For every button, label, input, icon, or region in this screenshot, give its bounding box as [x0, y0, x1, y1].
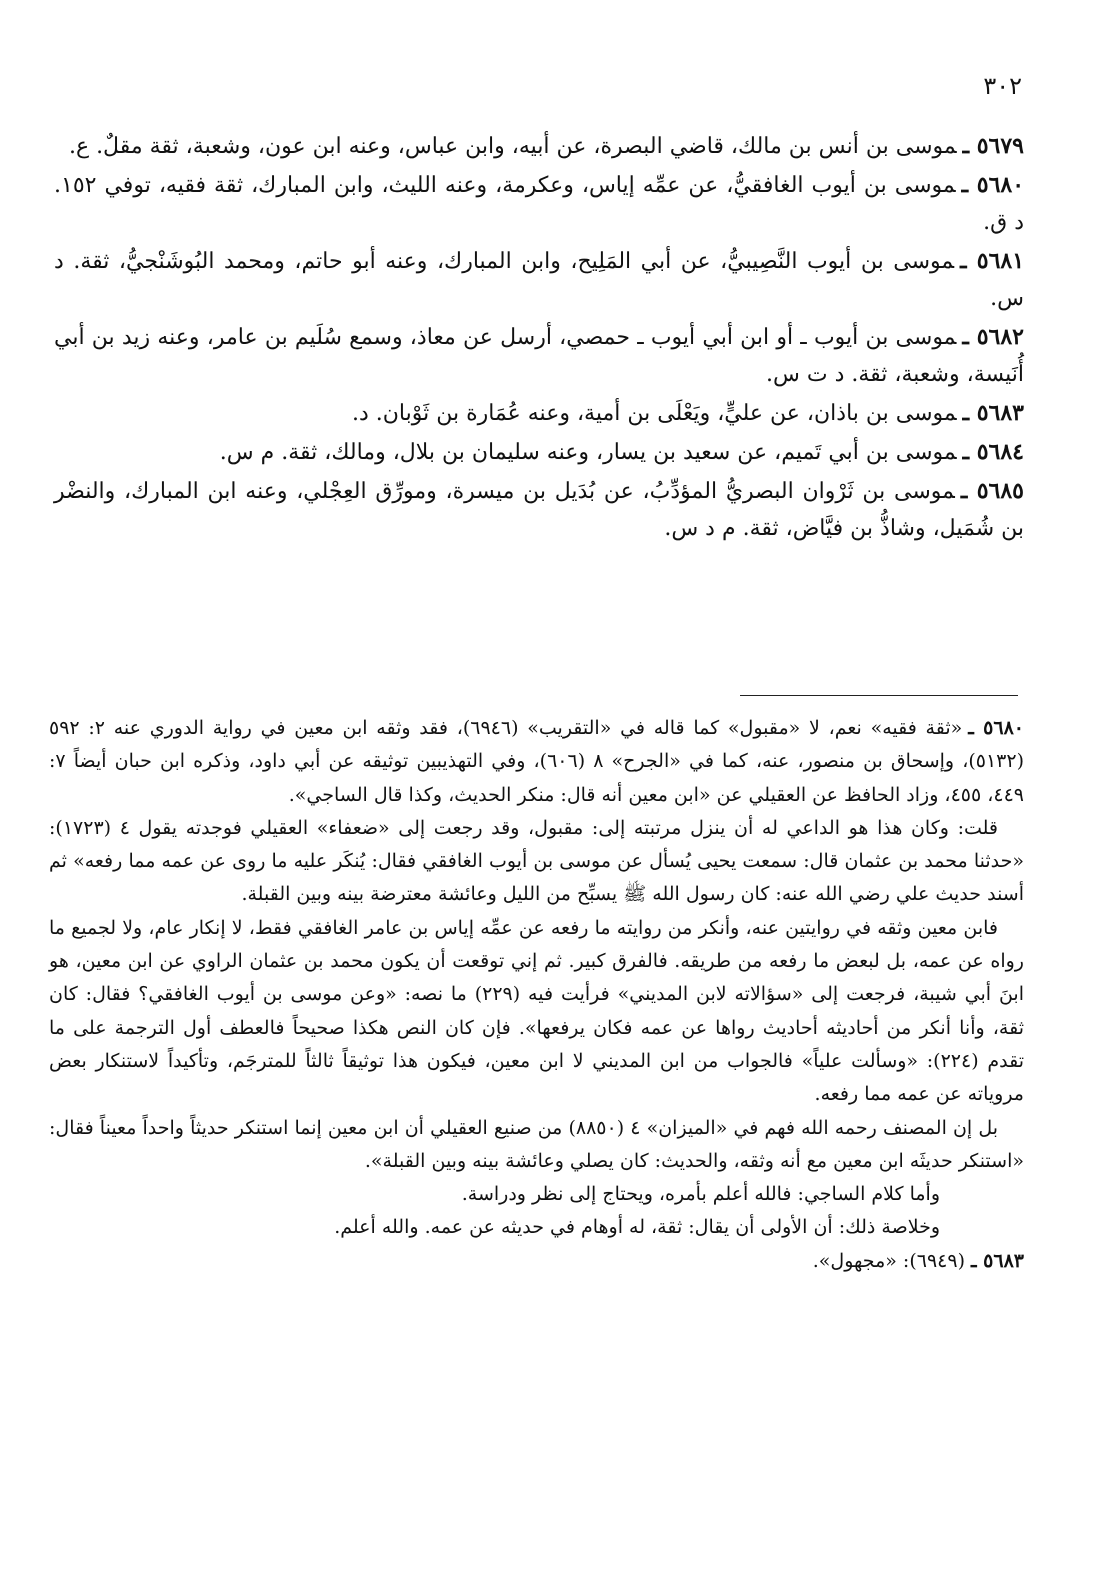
footnote-number: ٥٦٨٠ ـ [968, 717, 1024, 739]
entry-text: موسى بن أيوب ـ أو ابن أبي أيوب ـ حمصي، أرسل عن معاذ، وسمع سُلَيم بن عامر، وعنه زيد بن أبي أُنَيسة، وشعبة، ثقة. د ت س. [54, 325, 1024, 387]
entry-number: ٥٦٨١ ـ [960, 248, 1025, 274]
footnote-paragraph: وأما كلام الساجي: فالله أعلم بأمره، ويحتاج إلى نظر ودراسة. [461, 1183, 940, 1206]
entry [54, 167, 1024, 241]
footnotes [49, 712, 1024, 1278]
entry [54, 473, 1024, 547]
entry-number: ٥٦٧٩ ـ [962, 133, 1024, 159]
footnote-paragraph: وخلاصة ذلك: أن الأولى أن يقال: ثقة، له أوهام في حديثه عن عمه. والله أعلم. [334, 1216, 940, 1239]
entry-number: ٥٦٨٥ ـ [960, 478, 1024, 504]
entry-text: موسى بن ثَرْوان البصريُّ المؤدِّبُ، عن بُدَيل بن ميسرة، ومورِّق العِجْلي، وعنه ابن المبارك، والنضْر بن شُمَيل، وشاذُّ بن فيَّاض، ثقة. م د س. [54, 479, 1024, 541]
entry [54, 128, 1024, 165]
footnote [49, 712, 1024, 812]
entry [54, 434, 1024, 471]
biographical-entries [54, 128, 1024, 549]
entry-number: ٥٦٨٠ ـ [961, 172, 1025, 198]
footnote-number: ٥٦٨٣ ـ [970, 1249, 1024, 1272]
entry-text: موسى بن أبي تَميم، عن سعيد بن يسار، وعنه سليمان بن بلال، ومالك، ثقة. م س. [219, 440, 957, 465]
footnote-text: (٦٩٤٩): «مجهول». [812, 1249, 965, 1272]
footnote-paragraph: بل إن المصنف رحمه الله فهم في «الميزان» ٤ (٨٨٥٠) من صنيع العقيلي أن ابن معين إنما استنكر حديثاً واحداً معيناً فقال: «استنكر حديثَه ابن معين مع أنه وثقه، والحديث: كان يصلي وعائشة بينه وبين القبلة». [49, 1116, 1024, 1172]
entry-number: ٥٦٨٤ ـ [962, 439, 1024, 465]
entry [54, 243, 1024, 317]
footnote-paragraph: قلت: وكان هذا هو الداعي له أن ينزل مرتبته إلى: مقبول، وقد رجعت إلى «ضعفاء» العقيلي فوجدته يقول ٤ (١٧٢٣): «حدثنا محمد بن عثمان قال: سمعت يحيى يُسأل عن موسى بن أيوب الغافقي فقال: يُنكَر عليه ما روى عن عمه مما رفعه» ثم أسند حديث علي رضي الله عنه: كان رسول الله ﷺ يسبِّح من الليل وعائشة معترضة بينه وبين القبلة. [49, 816, 1024, 906]
page-number: ٣٠٢ [983, 72, 1022, 100]
entry [54, 319, 1024, 393]
footnote-text: «ثقة فقيه» نعم، لا «مقبول» كما قاله في «التقريب» (٦٩٤٦)، فقد وثقه ابن معين في رواية الدوري عنه ٢: ٥٩٢ (٥١٣٢)، وإسحاق بن منصور، عنه، كما في «الجرح» ٨ (٦٠٦)، وفي التهذيبين توثيقه عن أبي داود، وذكره ابن حبان أيضاً ٧: ٤٤٩، ٤٥٥، وزاد الحافظ عن العقيلي عن «ابن معين أنه قال: منكر الحديث، وكذا قال الساجي». [49, 717, 1024, 806]
footnote [49, 1245, 1024, 1278]
entry-text: موسى بن أيوب الغافقيُّ، عن عمِّه إياس، وعكرمة، وعنه الليث، وابن المبارك، ثقة فقيه، توفي ١٥٢. د ق. [54, 173, 1024, 235]
entry-number: ٥٦٨٣ ـ [962, 400, 1024, 426]
entry-number: ٥٦٨٢ ـ [962, 324, 1024, 350]
entry-text: موسى بن أنس بن مالك، قاضي البصرة، عن أبيه، وابن عباس، وعنه ابن عون، وشعبة، ثقة مقلٌ. ع. [68, 134, 957, 159]
footnote-divider [740, 695, 1018, 696]
footnote-paragraph: فابن معين وثقه في روايتين عنه، وأنكر من روايته ما رفعه عن عمِّه إياس بن عامر الغافقي فقط، لا إنكار عام، ولا لجميع ما رواه عن عمه، بل لبعض ما رفعه من طريقه. فالفرق كبير. ثم إني توقعت أن يكون محمد بن عثمان الراوي عن ابن معين، هو ابنَ أبي شيبة، فرجعت إلى «سؤالاته لابن المديني» فرأيت فيه (٢٢٩) ما نصه: «وعن موسى بن أيوب الغافقي؟ فقال: كان ثقة، وأنا أنكر من أحاديثه أحاديث رواها عن عمه فكان يرفعها». فإن كان النص هكذا صحيحاً فالعطف أول الترجمة على ما تقدم (٢٢٤): «وسألت علياً» فالجواب من ابن المديني لا ابن معين، فيكون هذا توثيقاً ثالثاً للمترجَم، وتأكيداً لاستنكار بعض مروياته عن عمه مما رفعه. [49, 916, 1024, 1106]
entry-text: موسى بن باذان، عن عليٍّ، ويَعْلَى بن أمية، وعنه عُمَارة بن ثَوْبان. د. [351, 401, 957, 426]
entry-text: موسى بن أيوب النَّصِيبيُّ، عن أبي المَلِيح، وابن المبارك، وعنه أبو حاتم، ومحمد البُوشَنْجيُّ، ثقة. د س. [54, 249, 1024, 311]
entry [54, 395, 1024, 432]
